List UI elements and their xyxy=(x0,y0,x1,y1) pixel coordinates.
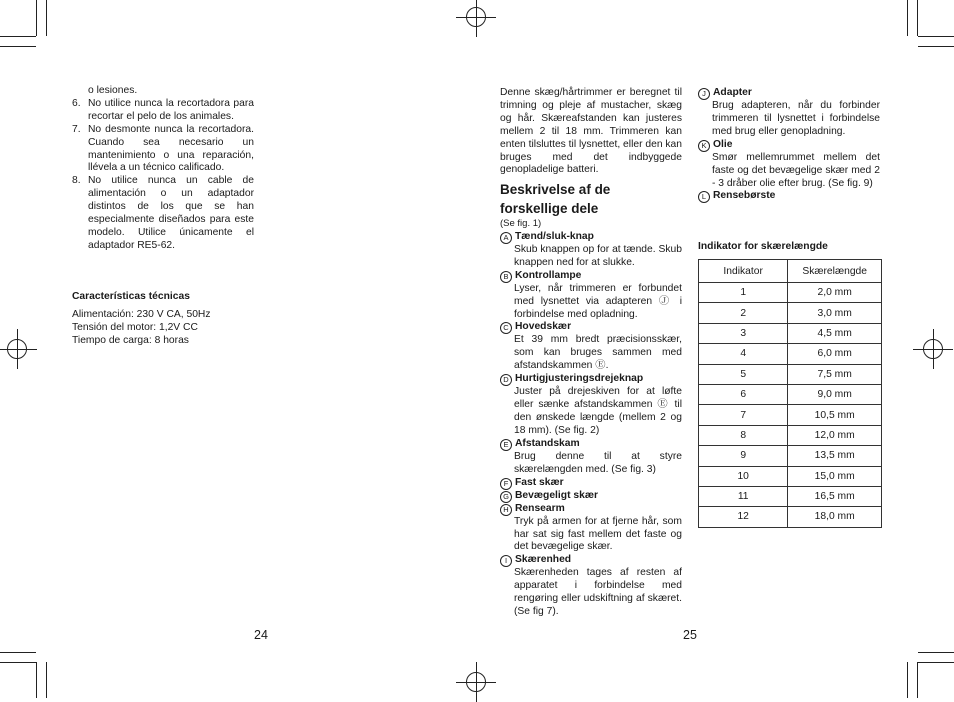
length-cell: 18,0 mm xyxy=(788,507,882,527)
part-item xyxy=(500,554,682,619)
part-header xyxy=(500,438,682,451)
table-row xyxy=(699,323,882,343)
length-cell: 4,5 mm xyxy=(788,323,882,343)
length-cell: 7,5 mm xyxy=(788,364,882,384)
part-item xyxy=(500,490,682,503)
table-row xyxy=(699,283,882,303)
page-number-left: 24 xyxy=(254,628,268,642)
part-item xyxy=(698,87,880,139)
part-item xyxy=(500,321,682,373)
part-letter-icon: B xyxy=(500,271,512,283)
part-item xyxy=(698,139,880,191)
part-header xyxy=(500,477,682,490)
length-cell: 13,5 mm xyxy=(788,446,882,466)
part-letter-icon: H xyxy=(500,504,512,516)
part-description: Brug adapteren, når du forbinder trimmeren til lysnettet i forbindelse med brug eller genopladning. xyxy=(712,100,880,137)
table-row xyxy=(699,303,882,323)
part-item xyxy=(500,503,682,555)
registration-mark-left xyxy=(3,335,31,363)
parts-list xyxy=(698,87,880,203)
specs-title: Características técnicas xyxy=(72,291,190,302)
table-row xyxy=(699,405,882,425)
part-header xyxy=(500,490,682,503)
length-cell: 2,0 mm xyxy=(788,283,882,303)
part-name: Afstandskam xyxy=(515,437,580,449)
list-item: 6. No utilice nunca la recortadora para recortar el pelo de los animales. xyxy=(72,97,254,122)
spec-line: Alimentación: 230 V CA, 50Hz xyxy=(72,308,211,320)
indicator-cell: 9 xyxy=(699,446,788,466)
indicator-cell: 11 xyxy=(699,486,788,506)
section-heading-line1: Beskrivelse af de xyxy=(500,182,611,197)
column-header: Indikator xyxy=(699,260,788,283)
list-intro: o lesiones. xyxy=(88,85,138,96)
list-item: 7. No desmonte nunca la recortadora. Cuando sea necesario un mantenimiento o una reparación, llévela a un técnico calificado. xyxy=(72,123,254,174)
parts-section xyxy=(500,180,682,619)
part-description: Lyser, når trimmeren er forbundet med lysnettet via adapteren Ⓙ i forbindelse med opladning. xyxy=(514,282,682,320)
part-item xyxy=(500,231,682,270)
spec-line: Tiempo de carga: 8 horas xyxy=(72,334,189,346)
part-name: Bevægeligt skær xyxy=(515,489,598,501)
registration-mark-top xyxy=(462,3,490,31)
indicator-cell: 4 xyxy=(699,344,788,364)
table-row xyxy=(699,344,882,364)
part-item xyxy=(500,270,682,322)
part-letter-icon: G xyxy=(500,491,512,503)
part-letter-icon: F xyxy=(500,478,512,490)
part-letter-icon: L xyxy=(698,191,710,203)
part-letter-icon: C xyxy=(500,322,512,334)
part-description: Et 39 mm bredt præcisionsskær, som kan bruges sammen med afstandskammen Ⓔ. xyxy=(514,334,682,372)
table-row xyxy=(699,384,882,404)
indicator-cell: 12 xyxy=(699,507,788,527)
indicator-cell: 5 xyxy=(699,364,788,384)
spec-line: Tensión del motor: 1,2V CC xyxy=(72,321,198,333)
part-letter-icon: I xyxy=(500,555,512,567)
part-description: Skærenheden tages af resten af apparatet i forbindelse med rengøring eller udskiftning af skæret. (Se fig 7). xyxy=(514,567,682,618)
part-name: Fast skær xyxy=(515,476,564,488)
part-letter-icon: E xyxy=(500,439,512,451)
indicator-cell: 7 xyxy=(699,405,788,425)
table-row xyxy=(699,446,882,466)
part-name: Hovedskær xyxy=(515,321,572,333)
part-description: Smør mellemrummet mellem det faste og det bevægelige skær med 2 - 3 dråber olie efter brug. (Se fig. 9) xyxy=(712,151,880,189)
table-row xyxy=(699,507,882,527)
registration-mark-right xyxy=(919,335,947,363)
indicator-cell: 2 xyxy=(699,303,788,323)
indicator-cell: 10 xyxy=(699,466,788,486)
part-description: Juster på drejeskiven for at løfte eller sænke afstandskammen Ⓔ til den ønskede længde (mellem 2 og 18 mm). (Se fig. 2) xyxy=(514,386,682,436)
see-fig-note: (Se fig. 1) xyxy=(500,218,542,229)
length-cell: 3,0 mm xyxy=(788,303,882,323)
table-row xyxy=(699,364,882,384)
part-letter-icon: D xyxy=(500,374,512,386)
part-name: Rensebørste xyxy=(713,190,776,202)
part-description: Skub knappen op for at tænde. Skub knappen ned for at slukke. xyxy=(514,243,682,268)
part-name: Adapter xyxy=(713,87,752,98)
part-item xyxy=(500,373,682,438)
table-row xyxy=(699,486,882,506)
length-cell: 6,0 mm xyxy=(788,344,882,364)
part-name: Kontrollampe xyxy=(515,269,582,281)
indicator-cell: 6 xyxy=(699,384,788,404)
part-header xyxy=(500,321,682,334)
part-name: Olie xyxy=(713,138,733,150)
part-item xyxy=(500,477,682,490)
part-header xyxy=(698,139,880,152)
table-title: Indikator for skærelængde xyxy=(698,241,828,252)
indicator-cell: 8 xyxy=(699,425,788,445)
part-name: Skærenhed xyxy=(515,554,572,566)
part-name: Rensearm xyxy=(515,502,565,514)
part-name: Tænd/sluk-knap xyxy=(515,230,594,242)
part-header xyxy=(698,190,880,203)
length-cell: 16,5 mm xyxy=(788,486,882,506)
parts-section-continued xyxy=(698,87,880,203)
table-header-row xyxy=(699,260,882,283)
part-description: Tryk på armen for at fjerne hår, som har sat sig fast mellem det faste og det bevægelige skær. xyxy=(514,515,682,553)
column-header: Skærelængde xyxy=(788,260,882,283)
intro-paragraph: Denne skæg/hårtrimmer er beregnet til trimning og pleje af mustacher, skæg og hår. Skæreafstanden kan justeres mellem 2 til 18 mm. Trimmeren kan enten tilsluttes til lysnettet, eller den kan bruges med det indbyggede genopladelige batteri. xyxy=(500,87,683,176)
part-letter-icon: J xyxy=(698,88,710,100)
part-header xyxy=(500,373,682,386)
part-header xyxy=(500,231,682,244)
table-row xyxy=(699,466,882,486)
safety-list xyxy=(72,85,254,253)
part-description: Brug denne til at styre skærelængden med. (Se fig. 3) xyxy=(514,450,682,475)
indicator-cell: 1 xyxy=(699,283,788,303)
part-header xyxy=(500,270,682,283)
part-header xyxy=(500,503,682,516)
part-header xyxy=(500,554,682,567)
specs-section xyxy=(72,291,262,348)
list-item: 8. No utilice nunca un cable de alimentación o un adaptador distintos de los que se han especialmente diseñados para este modelo. Utilice únicamente el adaptador RE5-62. xyxy=(72,175,254,251)
part-letter-icon: A xyxy=(500,232,512,244)
length-table xyxy=(698,259,882,528)
indicator-cell: 3 xyxy=(699,323,788,343)
part-item xyxy=(698,190,880,203)
page-number-right: 25 xyxy=(683,628,697,642)
length-cell: 10,5 mm xyxy=(788,405,882,425)
table-row xyxy=(699,425,882,445)
parts-list xyxy=(500,231,682,619)
part-item xyxy=(500,438,682,477)
length-cell: 15,0 mm xyxy=(788,466,882,486)
length-cell: 9,0 mm xyxy=(788,384,882,404)
section-heading-line2: forskellige dele xyxy=(500,201,599,216)
registration-mark-bottom xyxy=(462,668,490,696)
length-cell: 12,0 mm xyxy=(788,425,882,445)
part-name: Hurtigjusteringsdrejeknap xyxy=(515,373,644,385)
part-header xyxy=(698,87,880,100)
part-letter-icon: K xyxy=(698,140,710,152)
